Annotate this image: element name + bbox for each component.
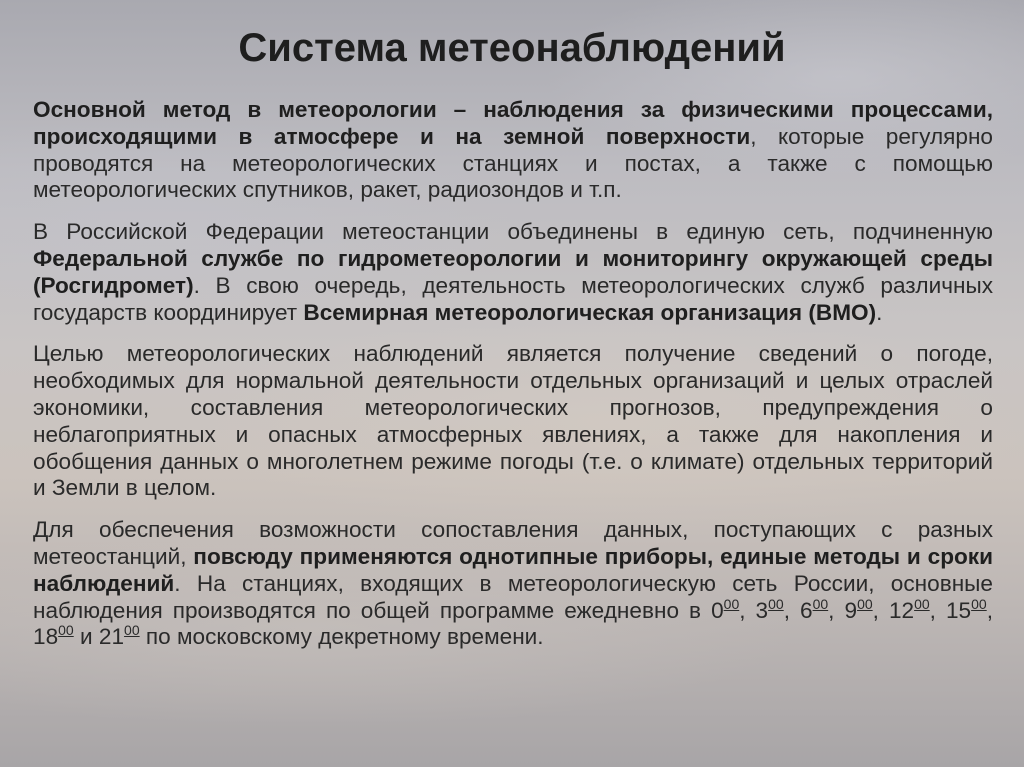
bold-text: Основной метод в метеорологии – наблюдения за физическими процессами, происходящими в атмосфере и на земной поверхности — [33, 97, 993, 149]
text-run: . В свою очередь, деятельность метеорологических служб различных государств координирует — [33, 272, 993, 325]
text-run: , — [739, 597, 756, 623]
text-run: 21 — [98, 624, 125, 650]
bold-text: Федеральной службе по гидрометеорологии и мониторингу окружающей среды (Росгидромет) — [33, 245, 993, 298]
time-superscript: 00 — [914, 595, 930, 612]
text-run: , — [872, 597, 889, 623]
text-run: Для обеспечения возможности сопоставления данных, поступающих с разных метеостанций, — [33, 517, 993, 569]
bold-text: повсюду применяются однотипные приборы, единые методы и сроки наблюдений — [33, 543, 993, 596]
slide-body — [33, 97, 993, 666]
text-run: 15 — [945, 597, 972, 623]
time-superscript: 00 — [971, 595, 987, 612]
text-run: , — [986, 597, 993, 623]
bold-text: Всемирная метеорологическая организация (ВМО) — [303, 299, 877, 325]
text-run: , которые регулярно проводятся на метеорологических станциях и постах, а также с помощью метеорологических спутников, ракет, радиозондов и т.п. — [33, 123, 993, 203]
time-superscript: 00 — [812, 595, 829, 612]
text-run: 12 — [888, 597, 915, 623]
slide-title: Система метеонаблюдений — [238, 26, 786, 70]
paragraph-4 — [33, 517, 993, 651]
text-run: . — [876, 299, 883, 325]
text-run: , — [828, 597, 845, 623]
time-superscript: 00 — [124, 622, 140, 639]
text-run: по московскому декретному времени. — [139, 624, 544, 650]
text-run: 6 — [800, 597, 813, 623]
time-superscript: 00 — [723, 595, 740, 612]
text-run: , — [929, 597, 946, 623]
text-run: и — [73, 624, 99, 650]
text-run: Целью метеорологических наблюдений является получение сведений о погоде, необходимых для нормальной деятельности отдельных организаций и целых отраслей экономики, составления метеорологических прогнозов, предупреждения о неблагоприятных и опасных атмосферных явлениях, а также для накопления и обобщения данных о многолетнем режиме погоды (т.е. о климате) отдельных территорий и Земли в целом. — [33, 341, 993, 501]
time-superscript: 00 — [768, 595, 784, 612]
time-superscript: 00 — [857, 595, 873, 612]
time-superscript: 00 — [58, 622, 74, 639]
text-run: 3 — [755, 597, 769, 623]
paragraph-2 — [33, 219, 993, 326]
text-run: . На станциях, входящих в метеорологическую сеть России, основные наблюдения производятся по общей программе ежедневно в — [33, 570, 993, 623]
paragraph-1 — [33, 97, 993, 204]
text-run: 0 — [711, 597, 724, 623]
paragraph-3 — [33, 341, 993, 502]
text-run: 18 — [33, 624, 59, 650]
text-run: , — [783, 597, 801, 623]
text-run: 9 — [844, 597, 858, 623]
text-run: В Российской Федерации метеостанции объединены в единую сеть, подчиненную — [33, 219, 993, 245]
